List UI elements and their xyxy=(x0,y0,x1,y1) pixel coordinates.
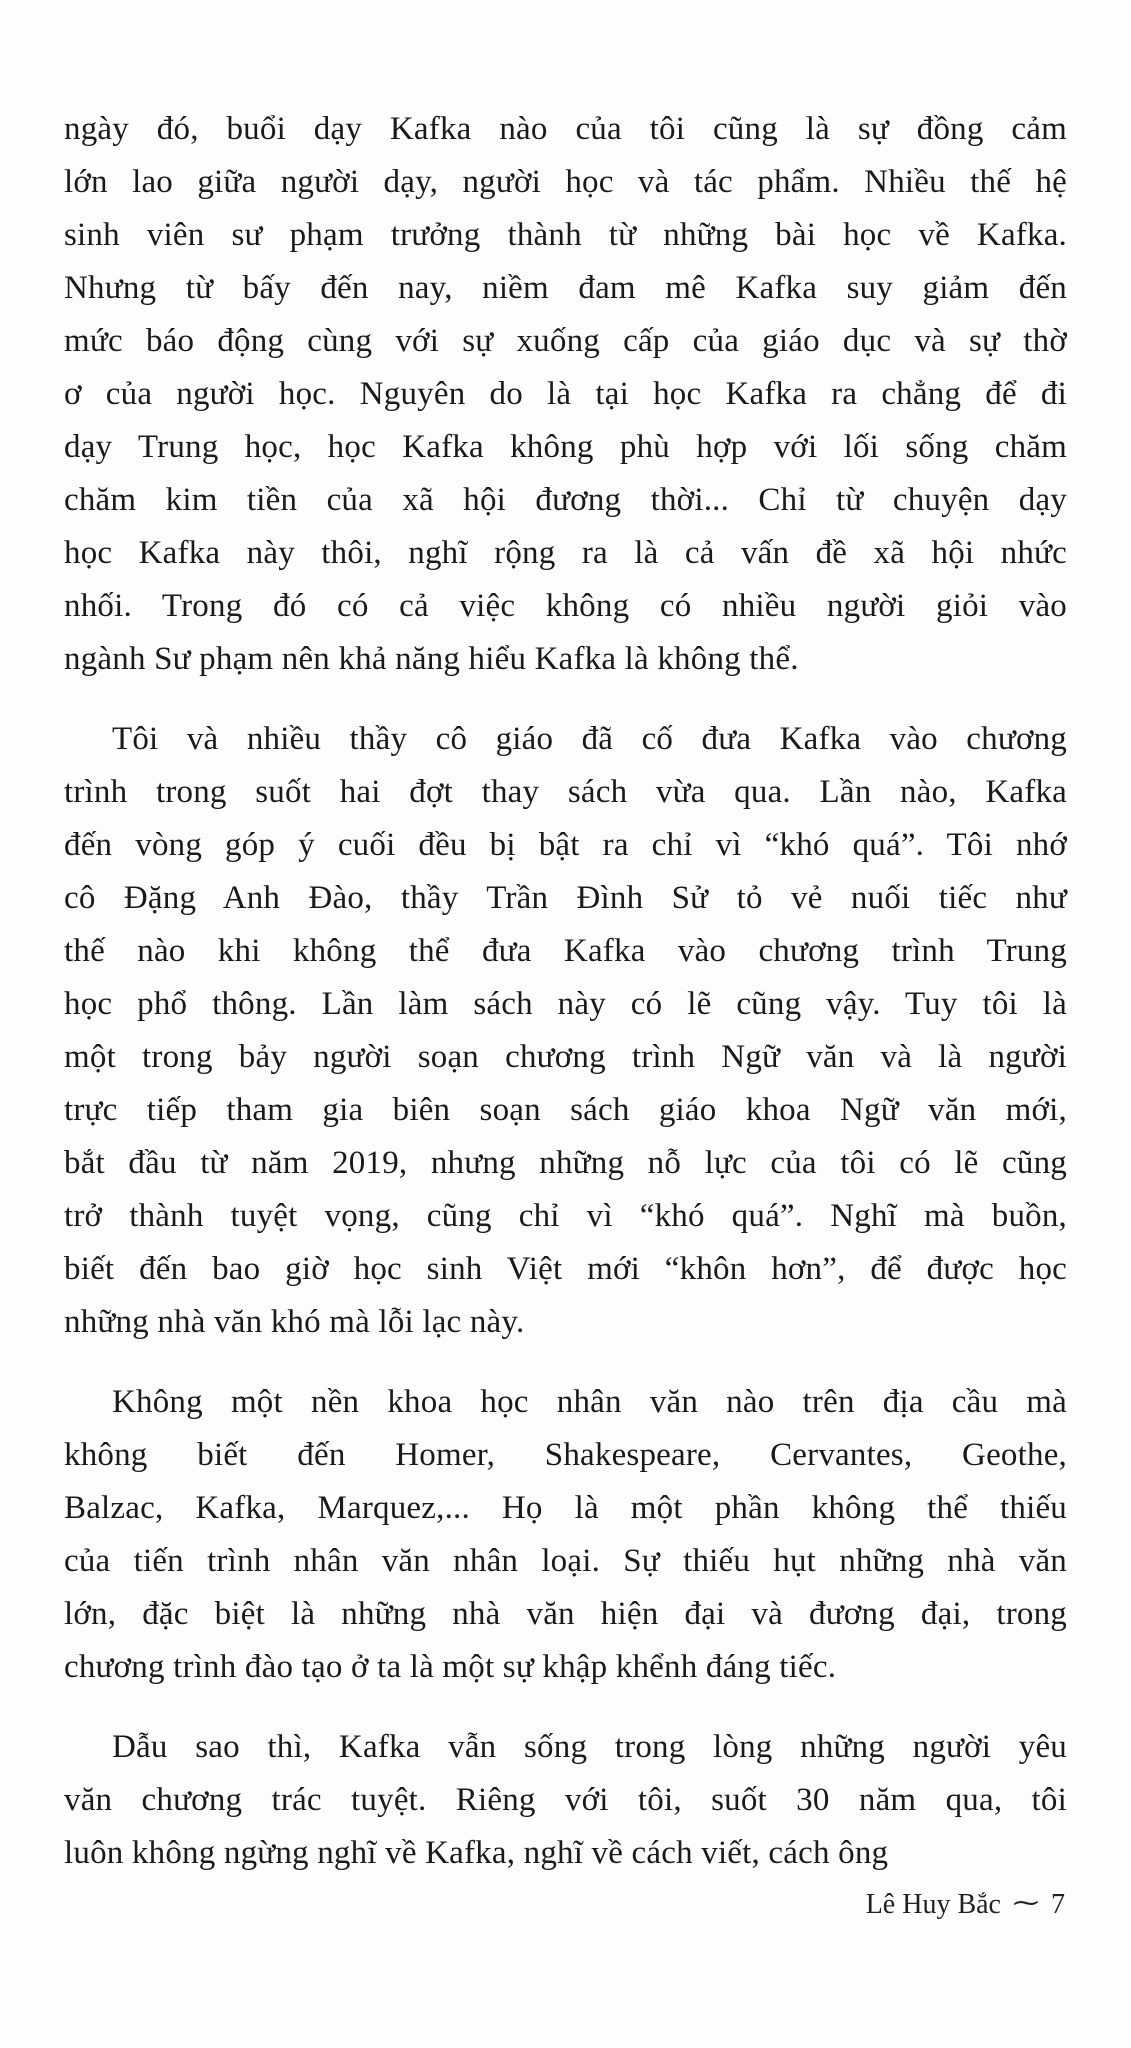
text-line: cô Đặng Anh Đào, thầy Trần Đình Sử tỏ vẻ nuối tiếc như xyxy=(64,880,1067,916)
text-line: đến vòng góp ý cuối đều bị bật ra chỉ vì “khó quá”. Tôi nhớ xyxy=(64,827,1067,863)
page-footer xyxy=(866,1885,1065,1925)
text-line: Dẫu sao thì, Kafka vẫn sống trong lòng những người yêu xyxy=(112,1729,1067,1765)
text-line: bắt đầu từ năm 2019, nhưng những nỗ lực của tôi có lẽ cũng xyxy=(64,1145,1067,1181)
paragraph xyxy=(64,1721,1067,1880)
footer-ornament-icon: ⁓ xyxy=(1013,1888,1039,1917)
text-line: văn chương trác tuyệt. Riêng với tôi, suốt 30 năm qua, tôi xyxy=(64,1782,1067,1818)
footer-author: Lê Huy Bắc xyxy=(865,1889,1001,1920)
text-line: trình trong suốt hai đợt thay sách vừa qua. Lần nào, Kafka xyxy=(64,774,1067,810)
text-line: ơ của người học. Nguyên do là tại học Kafka ra chẳng để đi xyxy=(64,376,1067,412)
text-line: không biết đến Homer, Shakespeare, Cervantes, Geothe, xyxy=(64,1437,1067,1473)
paragraph xyxy=(64,713,1067,1349)
text-line: nhối. Trong đó có cả việc không có nhiều người giỏi vào xyxy=(64,588,1067,624)
text-line: ngày đó, buổi dạy Kafka nào của tôi cũng là sự đồng cảm xyxy=(64,111,1067,147)
text-line: học Kafka này thôi, nghĩ rộng ra là cả vấn đề xã hội nhức xyxy=(64,535,1067,571)
text-line: một trong bảy người soạn chương trình Ngữ văn và là người xyxy=(64,1039,1067,1075)
paragraph xyxy=(64,103,1067,686)
text-line: Balzac, Kafka, Marquez,... Họ là một phần không thể thiếu xyxy=(64,1490,1067,1526)
text-line: lớn, đặc biệt là những nhà văn hiện đại và đương đại, trong xyxy=(64,1596,1067,1632)
text-line: trở thành tuyệt vọng, cũng chỉ vì “khó quá”. Nghĩ mà buồn, xyxy=(64,1198,1067,1234)
text-line: thế nào khi không thể đưa Kafka vào chương trình Trung xyxy=(64,933,1067,969)
text-line: sinh viên sư phạm trưởng thành từ những bài học về Kafka. xyxy=(64,217,1067,253)
text-line: học phổ thông. Lần làm sách này có lẽ cũng vậy. Tuy tôi là xyxy=(64,986,1067,1022)
text-line: những nhà văn khó mà lỗi lạc này. xyxy=(64,1304,525,1340)
text-line: ngành Sư phạm nên khả năng hiểu Kafka là không thể. xyxy=(64,641,799,677)
paragraph xyxy=(64,1376,1067,1694)
text-line: chương trình đào tạo ở ta là một sự khập khểnh đáng tiếc. xyxy=(64,1649,837,1685)
text-line: Nhưng từ bấy đến nay, niềm đam mê Kafka suy giảm đến xyxy=(64,270,1067,306)
text-line: Tôi và nhiều thầy cô giáo đã cố đưa Kafka vào chương xyxy=(112,721,1067,757)
text-line: lớn lao giữa người dạy, người học và tác phẩm. Nhiều thế hệ xyxy=(64,164,1067,200)
footer-page-number: 7 xyxy=(1051,1889,1065,1920)
text-line: mức báo động cùng với sự xuống cấp của giáo dục và sự thờ xyxy=(64,323,1067,359)
text-line: trực tiếp tham gia biên soạn sách giáo khoa Ngữ văn mới, xyxy=(64,1092,1067,1128)
text-line: biết đến bao giờ học sinh Việt mới “khôn hơn”, để được học xyxy=(64,1251,1067,1287)
text-line: của tiến trình nhân văn nhân loại. Sự thiếu hụt những nhà văn xyxy=(64,1543,1067,1579)
text-line: dạy Trung học, học Kafka không phù hợp với lối sống chăm xyxy=(64,429,1067,465)
text-line: luôn không ngừng nghĩ về Kafka, nghĩ về cách viết, cách ông xyxy=(64,1835,889,1871)
text-line: Không một nền khoa học nhân văn nào trên địa cầu mà xyxy=(112,1384,1067,1420)
page-text xyxy=(64,103,1067,1907)
text-line: chăm kim tiền của xã hội đương thời... Chỉ từ chuyện dạy xyxy=(64,482,1067,518)
